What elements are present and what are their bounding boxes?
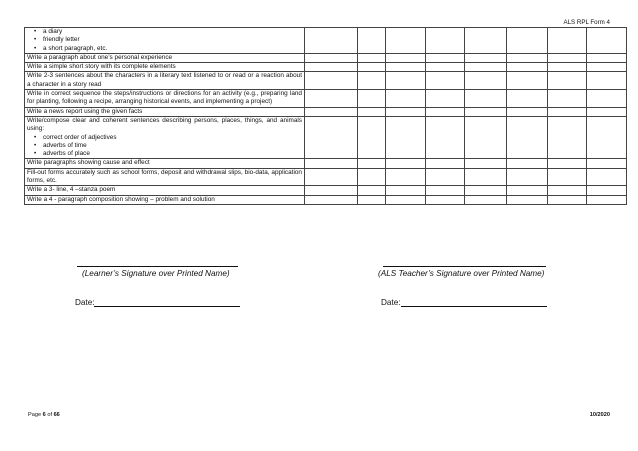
teacher-signature-label: (ALS Teacher’s Signature over Printed Name)	[378, 269, 545, 278]
table-row	[25, 72, 627, 90]
competency-intro: Write/compose clear and coherent sentences describing persons, places, things, and animals using:	[27, 116, 302, 133]
learner-signature-label: (Learner’s Signature over Printed Name)	[82, 269, 230, 278]
competency-cell: Write a 4 - paragraph composition showing – problem and solution	[25, 195, 305, 204]
table-row	[25, 53, 627, 62]
competency-cell	[25, 28, 305, 54]
table-row	[25, 195, 627, 204]
teacher-date-label: Date:	[381, 298, 401, 307]
competency-cell: Write 2-3 sentences about the characters in a literary text listened to or read or a reaction about a character in a story read	[25, 72, 305, 90]
list-item: • a diary	[43, 28, 302, 36]
competency-cell: Write paragraphs showing cause and effect	[25, 159, 305, 168]
table-row	[25, 159, 627, 168]
table-row	[25, 186, 627, 195]
table-row	[25, 63, 627, 72]
list-item: • correct order of adjectives	[43, 134, 302, 142]
teacher-signature-line[interactable]	[383, 266, 546, 267]
list-item: • a short paragraph, etc.	[43, 45, 302, 53]
competency-cell: Write a simple short story with its complete elements	[25, 63, 305, 72]
competency-cell: Write in correct sequence the steps/instructions or directions for an activity (e.g., preparing land for planting, following a recipe, arranging historical events, and implementing a project)	[25, 90, 305, 108]
learner-signature-line[interactable]	[77, 266, 238, 267]
learner-date-label: Date:	[75, 298, 95, 307]
competency-cell: Fill-out forms accurately such as school forms, deposit and withdrawal slips, bio-data, application forms, etc.	[25, 168, 305, 186]
form-revision-code: 10/2020	[589, 412, 610, 418]
competency-table	[24, 27, 627, 205]
table-row	[25, 168, 627, 186]
list-item: • adverbs of time	[43, 142, 302, 150]
form-id: ALS RPL Form 4	[563, 19, 610, 26]
competency-cell: Write a paragraph about one’s personal experience	[25, 53, 305, 62]
learner-date-line[interactable]	[94, 306, 240, 307]
competency-cell: Write a news report using the given facts	[25, 107, 305, 116]
bullet-list	[27, 134, 302, 159]
list-item: • friendly letter	[43, 36, 302, 44]
teacher-date-line[interactable]	[401, 306, 547, 307]
page-number: Page 6 of 66	[28, 412, 60, 418]
table-row	[25, 28, 627, 54]
competency-cell	[25, 116, 305, 158]
table-row	[25, 107, 627, 116]
table-row	[25, 90, 627, 108]
bullet-list	[27, 28, 302, 53]
table-row	[25, 116, 627, 158]
competency-cell: Write a 3- line, 4 –stanza poem	[25, 186, 305, 195]
list-item: • adverbs of place	[43, 150, 302, 158]
